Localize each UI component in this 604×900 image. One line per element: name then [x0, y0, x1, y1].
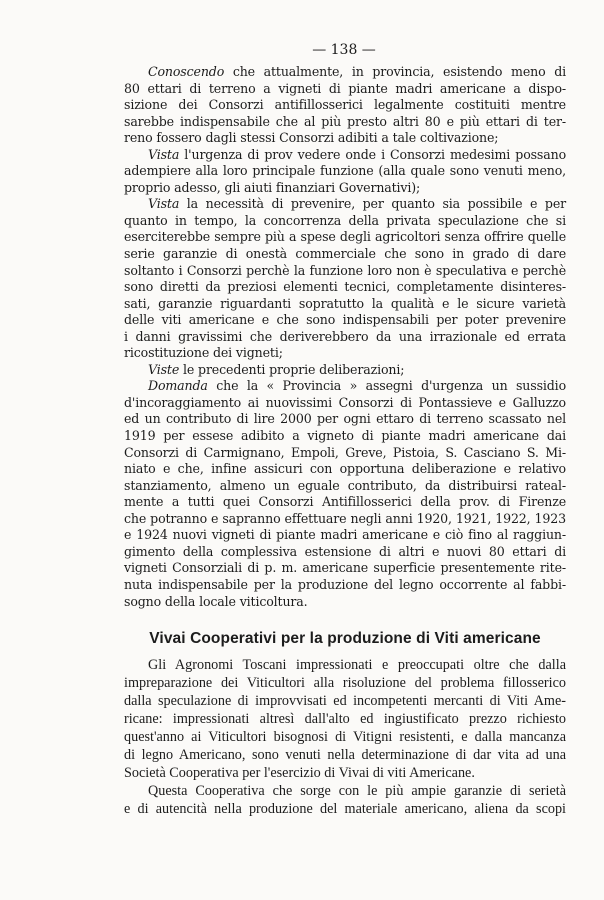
line-text: ed un contributo di lire 2000 per ogni ettaro di terreno scassato nel: [124, 411, 566, 427]
text-line: [124, 362, 566, 379]
line-text: ricane: impressionati altresì dall'alto ed ingiustificato prezzo richiesto: [124, 711, 566, 727]
text-line: [124, 114, 566, 131]
text-line: [124, 395, 566, 412]
text-line: [124, 411, 566, 428]
body-section-resolutions: [124, 64, 566, 610]
text-line: [124, 229, 566, 246]
line-text: adempiere alla loro principale funzione (alla quale sono venuti meno,: [124, 163, 566, 179]
line-text: Gli Agronomi Toscani impressionati e preoccupati oltre che dalla: [148, 657, 566, 673]
line-text: sizione dei Consorzi antifillosserici legalmente costituiti mentre: [124, 97, 566, 113]
line-text: sati, garanzie riguardanti sopratutto la qualità e le sicure varietà: [124, 295, 566, 311]
text-line: [124, 246, 566, 263]
text-line: [124, 329, 566, 346]
text-line: [124, 445, 566, 462]
line-text: di legno Americano, sono venuti nella determinazione di dar vita ad una: [124, 747, 566, 763]
line-text: che attualmente, in provincia, esistendo meno di: [224, 64, 566, 79]
line-text: che la « Provincia » assegni d'urgenza un sussidio: [207, 378, 566, 394]
line-text: Società Cooperativa per l'esercizio di Vivai di viti Americane.: [124, 765, 475, 781]
line-text: d'incoraggiamento ai nuovissimi Consorzi di Pontassieve e Galluzzo: [124, 394, 566, 410]
line-text: proprio adesso, gli aiuti finanziari Governativi);: [124, 179, 421, 195]
text-line: [124, 213, 566, 230]
text-line: [124, 180, 566, 197]
text-line: [124, 594, 566, 611]
text-line: [124, 577, 566, 594]
text-line: [124, 544, 566, 561]
line-text: soltanto i Consorzi perchè la funzione loro non è speculativa e perchè: [124, 262, 566, 278]
line-text: quest'anno ai Viticultori bisognosi di Vitigni resistenti, e dalla mancanza: [124, 729, 566, 745]
line-text: vigneti Consorziali di p. m. americane superficie presentemente rite-: [124, 560, 566, 576]
text-line: [124, 428, 566, 445]
line-text: nuta indispensabile per la produzione del legno occorrente al fabbi-: [124, 576, 566, 592]
line-text: impreparazione dei Viticultori alla risoluzione del problema fillosserico: [124, 675, 566, 691]
line-text: che potranno e sapranno effettuare negli anni 1920, 1921, 1922, 1923: [124, 510, 566, 526]
text-line: [124, 81, 566, 98]
text-line: [124, 296, 566, 313]
text-line: [124, 560, 566, 577]
text-line: [124, 728, 566, 746]
line-text: i danni gravissimi che deriverebbero da una irrazionale ed errata: [124, 328, 566, 344]
text-line: [124, 494, 566, 511]
line-text: niato e che, infine assicuri con opportuna deliberazione e relativo: [124, 461, 566, 477]
text-line: [124, 312, 566, 329]
line-text: reno fossero dagli stessi Consorzi adibiti a tale coltivazione;: [124, 130, 499, 146]
text-line: [124, 746, 566, 764]
line-text: la necessità di prevenire, per quanto sia possibile e per: [179, 196, 566, 212]
text-line: [124, 782, 566, 800]
line-text: dalla speculazione di improvvisati ed incompetenti mercanti di Viti Ame-: [124, 693, 566, 709]
text-line: [124, 64, 566, 81]
line-text: sono diretti da preziosi elementi tecnici, completamente disinteres-: [124, 279, 566, 295]
text-line: [124, 163, 566, 180]
line-text: ricostituzione dei vigneti;: [124, 345, 283, 361]
italic-lead-word: Vista: [148, 196, 180, 212]
italic-lead-word: Domanda: [148, 378, 208, 394]
line-text: gimento della complessiva estensione di altri e nuovi 80 ettari di: [124, 543, 566, 559]
line-text: 1919 per essese adibito a vigneto di piante madri americane dai: [124, 428, 566, 444]
page-number: — 138 —: [312, 42, 376, 58]
text-line: [124, 378, 566, 395]
text-line: [124, 279, 566, 296]
text-line: [124, 511, 566, 528]
text-line: [124, 692, 566, 710]
text-line: [124, 147, 566, 164]
line-text: e di autencità nella produzione del materiale americano, aliena da scopi: [124, 801, 566, 817]
line-text: sarebbe indispensabile che al più presto altri 80 e più ettari di ter-: [124, 113, 566, 129]
line-text: mente a tutti quei Consorzi Antifillosserici della prov. di Firenze: [124, 494, 566, 510]
line-text: 80 ettari di terreno a vigneti di piante madri americane a dispo-: [124, 80, 566, 96]
line-text: serie garanzie di onestà commerciale che sono in grado di dare: [124, 246, 566, 262]
body-section-vivai: [124, 656, 566, 818]
line-text: quanto in tempo, la concorrenza della privata speculazione che si: [124, 212, 566, 228]
line-text: delle viti americane e che sono indispensabili per poter prevenire: [124, 312, 566, 328]
text-line: [124, 527, 566, 544]
text-line: [124, 800, 566, 818]
italic-lead-word: Vista: [148, 146, 180, 162]
italic-lead-word: Viste: [148, 361, 180, 377]
text-line: [124, 345, 566, 362]
text-line: [124, 130, 566, 147]
section-heading: Vivai Cooperativi per la produzione di Viti americane: [149, 630, 541, 647]
italic-lead-word: Conoscendo: [148, 64, 225, 79]
text-line: [124, 97, 566, 114]
text-line: [124, 263, 566, 280]
text-line: [124, 196, 566, 213]
text-line: [124, 656, 566, 674]
line-text: le precedenti proprie deliberazioni;: [179, 361, 405, 377]
line-text: Consorzi di Carmignano, Empoli, Greve, Pistoia, S. Casciano S. Mi-: [124, 444, 566, 460]
line-text: stanziamento, almeno un eguale contributo, da distribuirsi rateal-: [124, 477, 566, 493]
line-text: l'urgenza di prov vedere onde i Consorzi medesimi possano: [179, 146, 566, 162]
text-line: [124, 764, 566, 782]
text-line: [124, 478, 566, 495]
line-text: Questa Cooperativa che sorge con le più ampie garanzie di serietà: [148, 783, 566, 799]
text-line: [124, 461, 566, 478]
text-line: [124, 674, 566, 692]
line-text: e 1924 nuovi vigneti di piante madri americane e ciò fino al raggiun-: [124, 527, 566, 543]
text-line: [124, 710, 566, 728]
line-text: sogno della locale viticoltura.: [124, 593, 308, 609]
line-text: eserciterebbe sempre più a spese degli agricoltori senza offrire quelle: [124, 229, 566, 245]
